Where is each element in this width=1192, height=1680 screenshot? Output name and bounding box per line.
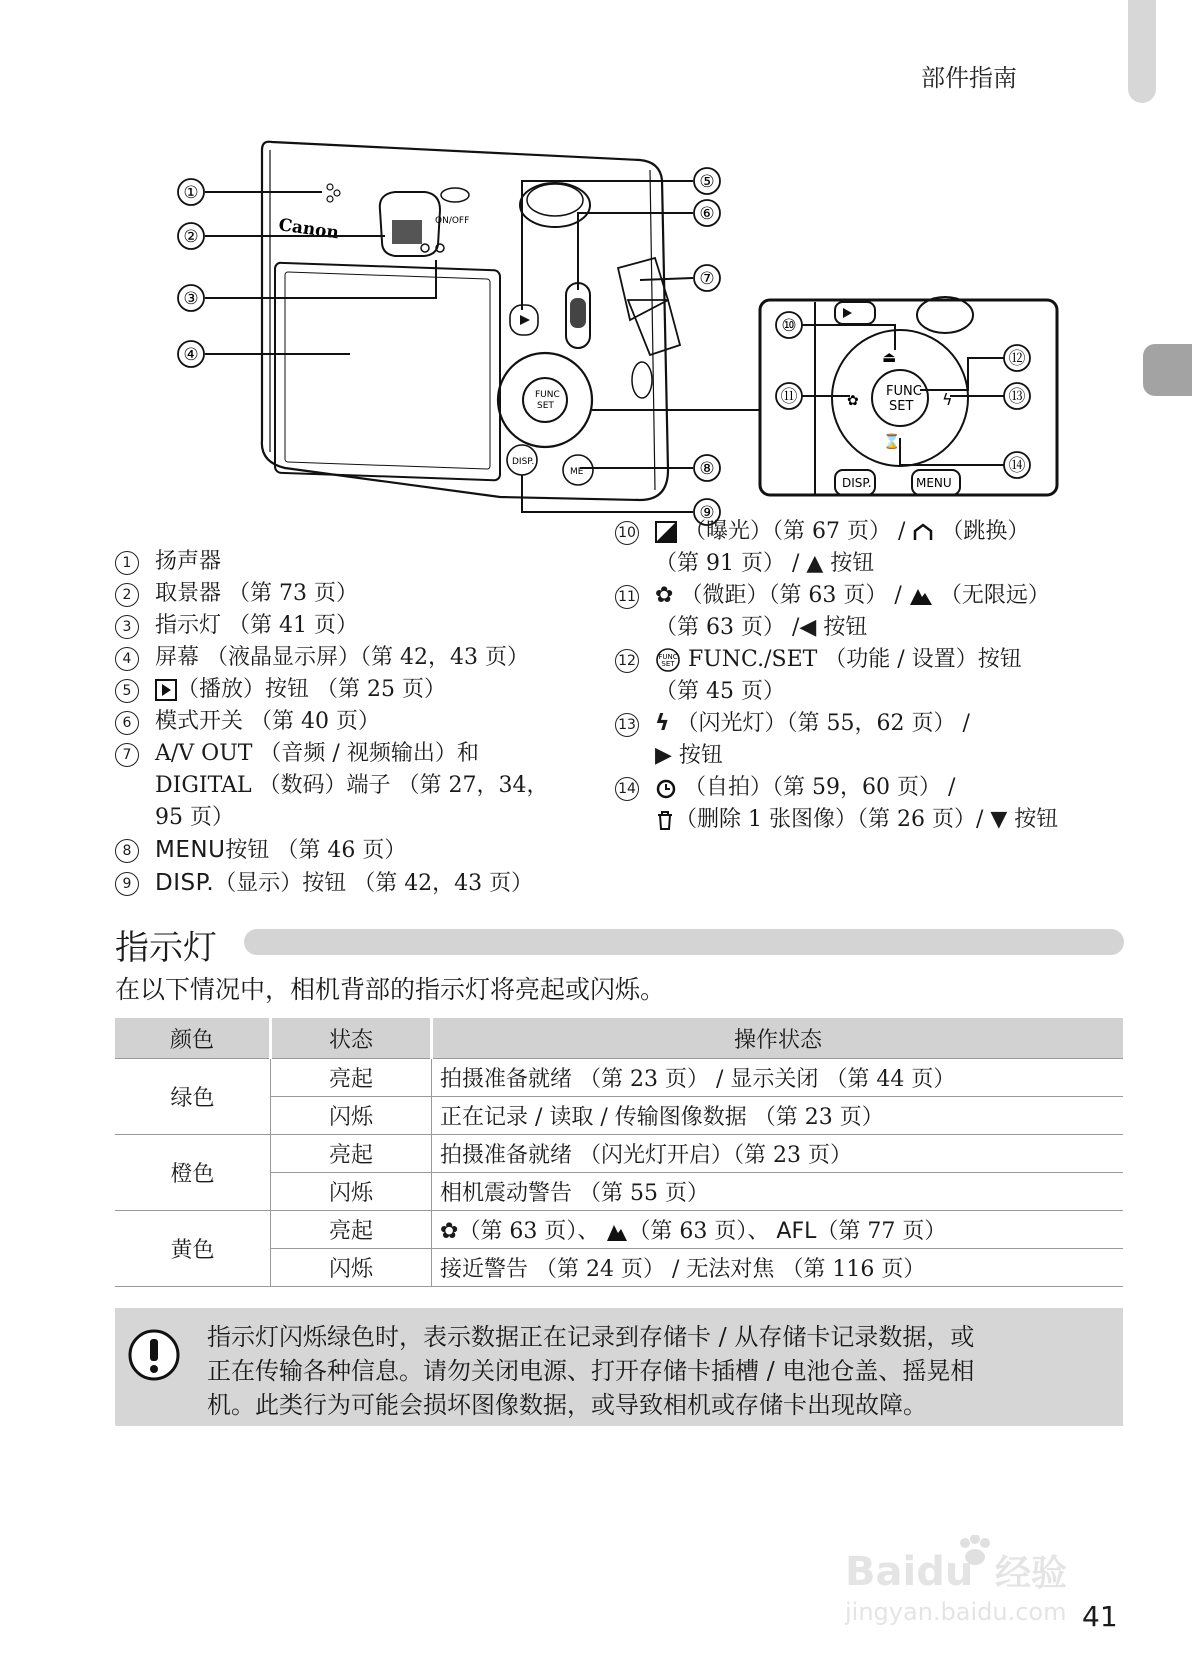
caution-box bbox=[115, 1308, 1123, 1426]
legend-item-7: 7 A/V OUT （音频 / 视频输出）和 bbox=[115, 738, 549, 770]
header-color: 颜色 bbox=[115, 1018, 271, 1059]
state-cell: 闪烁 bbox=[271, 1097, 432, 1135]
svg-text:SET: SET bbox=[661, 660, 675, 668]
callout-11: ⑪ bbox=[780, 387, 798, 407]
legend-item-14-cont: （删除 1 张图像）（第 26 页）/ ▼ 按钮 bbox=[615, 804, 1058, 836]
timer-delete-icon: ⌛ bbox=[883, 434, 901, 450]
desc-cell: ✿（第 63 页）、 （第 63 页）、 AFL（第 77 页） bbox=[432, 1211, 1124, 1249]
legend-item-1: 1 扬声器 bbox=[115, 546, 549, 578]
callout-2: ② bbox=[183, 227, 199, 247]
header-operation: 操作状态 bbox=[432, 1018, 1124, 1059]
caution-icon bbox=[127, 1328, 181, 1382]
table-row bbox=[115, 1135, 1123, 1173]
menu-label-small: ME bbox=[570, 467, 584, 477]
trash-icon bbox=[655, 809, 675, 831]
macro-icon: ✿ bbox=[847, 393, 859, 409]
legend-item-7-cont-1: DIGITAL （数码）端子 （第 27，34， bbox=[155, 773, 549, 798]
callout-3: ③ bbox=[183, 289, 199, 309]
lcd-screen bbox=[275, 263, 500, 481]
desc-cell: 拍摄准备就绪 （闪光灯开启）（第 23 页） bbox=[432, 1135, 1124, 1173]
section-title-bar bbox=[244, 929, 1124, 955]
section-intro: 在以下情况中，相机背部的指示灯将亮起或闪烁。 bbox=[115, 975, 666, 1004]
control-dial bbox=[498, 353, 592, 447]
header-state: 状态 bbox=[271, 1018, 432, 1059]
jump-icon bbox=[912, 521, 934, 543]
legend-item-13: 13 ϟ （闪光灯）（第 55，62 页） / bbox=[615, 708, 1058, 740]
page-number: 41 bbox=[1082, 1600, 1118, 1633]
desc-cell: 正在记录 / 读取 / 传输图像数据 （第 23 页） bbox=[432, 1097, 1124, 1135]
svg-text:FUNC: FUNC bbox=[658, 653, 678, 661]
indicator-lamp bbox=[421, 244, 429, 252]
state-cell: 亮起 bbox=[271, 1135, 432, 1173]
legend-item-12-cont: （第 45 页） bbox=[655, 679, 785, 704]
disp-label-small: DISP. bbox=[512, 457, 535, 467]
exposure-icon bbox=[655, 521, 677, 543]
controller-inset bbox=[760, 297, 1057, 495]
callout-6: ⑥ bbox=[699, 204, 715, 224]
menu-label: MENU bbox=[916, 476, 952, 490]
legend-item-4: 4 屏幕 （液晶显示屏）（第 42，43 页） bbox=[115, 642, 549, 674]
callout-10: ⑩ bbox=[781, 316, 797, 336]
color-cell: 绿色 bbox=[115, 1059, 271, 1135]
func-label-small: FUNC bbox=[535, 390, 560, 400]
legend-item-2: 2 取景器 （第 73 页） bbox=[115, 578, 549, 610]
section-title: 指示灯 bbox=[115, 928, 217, 968]
camera-back-diagram bbox=[0, 0, 1192, 540]
color-cell: 黄色 bbox=[115, 1211, 271, 1287]
play-icon bbox=[155, 679, 177, 701]
afl-label: AFL bbox=[776, 1219, 817, 1244]
legend-item-13-cont: ▶ 按钮 bbox=[655, 743, 723, 768]
func-set-icon bbox=[655, 647, 681, 673]
callout-9: ⑨ bbox=[699, 503, 715, 523]
legend-item-14: 14 （自拍）（第 59，60 页） / bbox=[615, 772, 1058, 804]
callout-14: ⑭ bbox=[1008, 456, 1026, 476]
disp-button-text: DISP. bbox=[155, 870, 215, 896]
section-header: 部件指南 bbox=[921, 64, 1017, 92]
set-label: SET bbox=[889, 399, 914, 414]
camera-body bbox=[262, 142, 668, 500]
legend-item-6: 6 模式开关 （第 40 页） bbox=[115, 706, 549, 738]
baidu-watermark bbox=[845, 1535, 1115, 1630]
callout-1: ① bbox=[183, 183, 199, 203]
callout-13: ⑬ bbox=[1008, 387, 1026, 407]
flash-icon: ϟ bbox=[655, 711, 670, 736]
jump-exposure-icon: ⏏ bbox=[882, 348, 897, 366]
svg-text:jingyan.baidu.com: jingyan.baidu.com bbox=[845, 1598, 1067, 1626]
disp-label: DISP. bbox=[842, 476, 872, 490]
brand-logo: Canon bbox=[277, 215, 341, 244]
callout-8: ⑧ bbox=[699, 459, 715, 479]
on-off-label: ON/OFF bbox=[435, 216, 470, 226]
legend-left bbox=[115, 546, 549, 900]
desc-cell: 相机震动警告 （第 55 页） bbox=[432, 1173, 1124, 1211]
table-row bbox=[115, 1059, 1123, 1097]
legend-item-3: 3 指示灯 （第 41 页） bbox=[115, 610, 549, 642]
infinity-mountain-icon bbox=[606, 1222, 628, 1242]
infinity-mountain-icon bbox=[909, 585, 933, 607]
legend-right bbox=[615, 516, 1058, 836]
desc-cell: 接近警告 （第 24 页） / 无法对焦 （第 116 页） bbox=[432, 1249, 1124, 1287]
legend-item-12: 12 FUNC SET FUNC./SET （功能 / 设置）按钮 bbox=[615, 644, 1058, 676]
legend-item-11: 11 ✿ （微距）（第 63 页） / （无限远） bbox=[615, 580, 1058, 612]
shutter-button bbox=[520, 183, 590, 227]
set-label-small: SET bbox=[537, 401, 554, 411]
caution-text: 指示灯闪烁绿色时，表示数据正在记录到存储卡 / 从存储卡记录数据，或 正在传输各种信息。请勿关闭电源、打开存储卡插槽 / 电池仓盖、摇晃相 机。此类行为可能会损坏图像数据，或导致相机或存储卡出现故障。 bbox=[207, 1323, 975, 1419]
state-cell: 亮起 bbox=[271, 1059, 432, 1097]
callout-5: ⑤ bbox=[699, 172, 715, 192]
state-cell: 闪烁 bbox=[271, 1173, 432, 1211]
svg-text:经验: 经验 bbox=[995, 1553, 1068, 1594]
port-cover bbox=[618, 258, 668, 320]
callout-12: ⑫ bbox=[1008, 349, 1026, 369]
color-cell: 橙色 bbox=[115, 1135, 271, 1211]
flash-icon: ϟ bbox=[942, 390, 953, 409]
macro-icon: ✿ bbox=[440, 1219, 459, 1244]
table-header-row bbox=[115, 1018, 1123, 1059]
svg-text:Baidu: Baidu bbox=[845, 1549, 974, 1595]
indicator-table bbox=[115, 1018, 1123, 1287]
legend-item-9: 9 DISP.（显示）按钮 （第 42，43 页） bbox=[115, 867, 549, 900]
legend-item-7-cont-2: 95 页） bbox=[155, 805, 234, 830]
legend-item-10: 10 （曝光）（第 67 页） / （跳换） bbox=[615, 516, 1058, 548]
callout-4: ④ bbox=[183, 345, 199, 365]
self-timer-icon bbox=[655, 777, 677, 799]
legend-item-8: 8 MENU按钮 （第 46 页） bbox=[115, 834, 549, 867]
legend-item-11-cont: （第 63 页） /◀ 按钮 bbox=[655, 615, 868, 640]
callout-7: ⑦ bbox=[699, 269, 715, 289]
legend-item-10-cont: （第 91 页） / ▲ 按钮 bbox=[655, 551, 875, 576]
macro-icon: ✿ bbox=[655, 583, 674, 608]
state-cell: 亮起 bbox=[271, 1211, 432, 1249]
state-cell: 闪烁 bbox=[271, 1249, 432, 1287]
legend-item-5: 5 （播放）按钮 （第 25 页） bbox=[115, 674, 549, 706]
table-row bbox=[115, 1211, 1123, 1249]
desc-cell: 拍摄准备就绪 （第 23 页） / 显示关闭 （第 44 页） bbox=[432, 1059, 1124, 1097]
func-label: FUNC bbox=[886, 384, 922, 399]
menu-button-text: MENU bbox=[155, 837, 226, 863]
